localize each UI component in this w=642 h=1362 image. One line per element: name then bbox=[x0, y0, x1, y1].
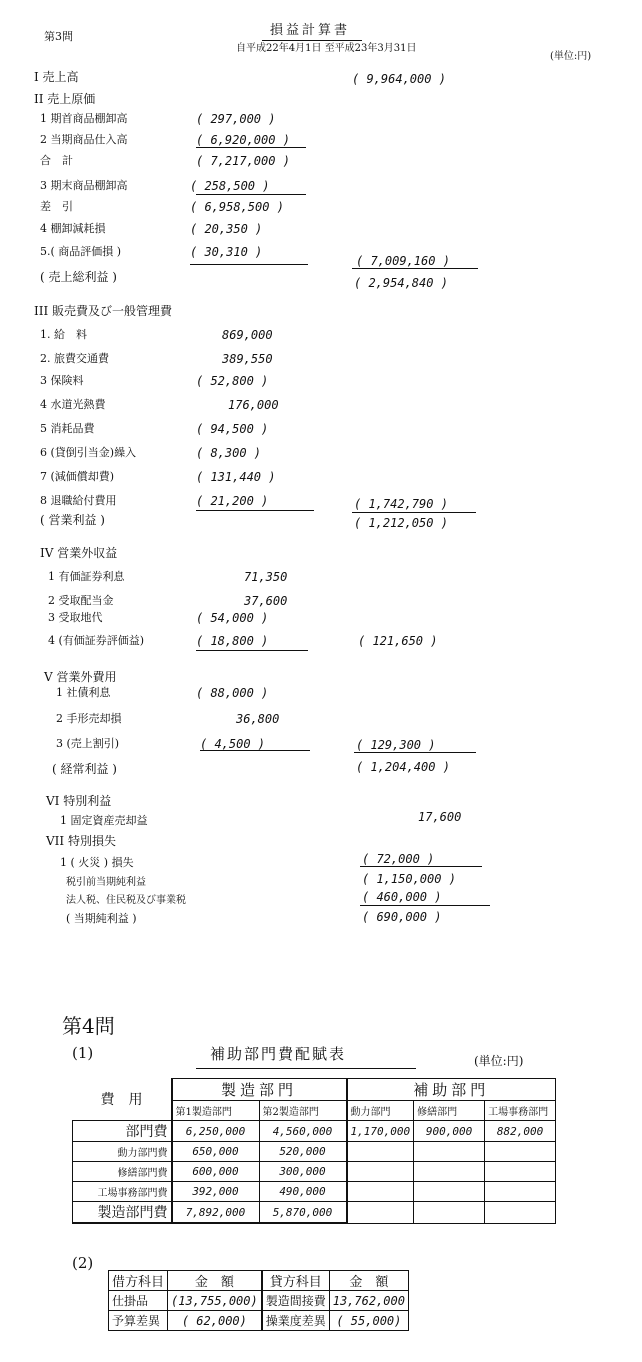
noe-last-line bbox=[200, 750, 310, 751]
q4-part2-label: (2) bbox=[72, 1254, 94, 1272]
cogs-total: ( 7,009,160 ) bbox=[356, 254, 450, 268]
table-cell bbox=[414, 1202, 485, 1224]
cogs-item-label: 合 計 bbox=[40, 154, 73, 167]
sga-item-label: 7 (減価償却費) bbox=[40, 470, 115, 483]
table-row bbox=[73, 1182, 556, 1202]
table-cell: 900,000 bbox=[414, 1121, 485, 1142]
table-cell: 490,000 bbox=[259, 1182, 347, 1202]
table-cell: 5,870,000 bbox=[259, 1202, 347, 1224]
journal-header: 金 額 bbox=[168, 1271, 262, 1291]
noi-total: ( 121,650 ) bbox=[358, 634, 438, 648]
journal-table bbox=[108, 1270, 409, 1331]
row-label: 部門費 bbox=[73, 1121, 172, 1142]
cogs-total-line bbox=[352, 268, 478, 269]
table-cell bbox=[414, 1142, 485, 1162]
gross-profit-amount: ( 2,954,840 ) bbox=[354, 276, 448, 290]
aux-dept-header: 補助部門 bbox=[347, 1079, 556, 1101]
table-cell bbox=[414, 1182, 485, 1202]
cogs-subtotal-line bbox=[196, 147, 306, 148]
q4-part1-label: (1) bbox=[72, 1044, 94, 1062]
col-repair: 修繕部門 bbox=[414, 1101, 485, 1121]
table-cell: 392,000 bbox=[172, 1182, 260, 1202]
noi-item-label: 1 有価証券利息 bbox=[48, 570, 125, 583]
journal-cell: (13,755,000) bbox=[168, 1291, 262, 1311]
noe-total-line bbox=[354, 752, 476, 753]
sga-item-label: 1. 給 料 bbox=[40, 328, 87, 341]
sga-item-amount: ( 8,300 ) bbox=[196, 446, 262, 460]
operating-profit-amount: ( 1,212,050 ) bbox=[354, 516, 448, 530]
period-range: 自平成22年4月1日 至平成23年3月31日 bbox=[236, 43, 417, 54]
table-cell: 4,560,000 bbox=[259, 1121, 347, 1142]
allocation-unit: (単位:円) bbox=[474, 1054, 524, 1068]
col-office: 工場事務部門 bbox=[485, 1101, 556, 1121]
col-mfg2: 第2製造部門 bbox=[259, 1101, 347, 1121]
col-power: 動力部門 bbox=[347, 1101, 414, 1121]
row-label: 工場事務部門費 bbox=[73, 1182, 172, 1202]
sga-item-label: 5 消耗品費 bbox=[40, 422, 95, 435]
cogs-item-label: 3 期末商品棚卸高 bbox=[40, 179, 128, 192]
table-cell bbox=[485, 1202, 556, 1224]
sga-total-line bbox=[352, 512, 476, 513]
noi-item-amount: 37,600 bbox=[244, 594, 288, 608]
sga-item-label: 4 水道光熱費 bbox=[40, 398, 106, 411]
table-row bbox=[73, 1142, 556, 1162]
cost-header: 費 用 bbox=[73, 1079, 172, 1121]
row-label: 製造部門費 bbox=[73, 1202, 172, 1224]
unit-label: (単位:円) bbox=[550, 51, 592, 62]
col-mfg1: 第1製造部門 bbox=[172, 1101, 260, 1121]
cogs-item-label: 5.( 商品評価損 ) bbox=[40, 245, 122, 258]
table-cell bbox=[485, 1182, 556, 1202]
noi-item-label: 3 受取地代 bbox=[48, 611, 103, 624]
cogs-item-label: 4 棚卸減耗損 bbox=[40, 222, 106, 235]
noe-item-amount: ( 88,000 ) bbox=[196, 686, 269, 700]
q3-label: 第3問 bbox=[44, 30, 73, 43]
cogs-item-label: 差 引 bbox=[40, 200, 73, 213]
table-cell: 882,000 bbox=[485, 1121, 556, 1142]
sl-header: VII 特別損失 bbox=[46, 834, 116, 848]
title-underline bbox=[262, 40, 362, 41]
journal-row bbox=[109, 1291, 409, 1311]
pretax-label: 税引前当期純利益 bbox=[66, 877, 146, 888]
q4-label: 第4問 bbox=[62, 1014, 115, 1038]
sp-header: VI 特別利益 bbox=[46, 794, 112, 808]
statement-title: 損益計算書 bbox=[270, 23, 351, 38]
noe-header: V 営業外費用 bbox=[44, 670, 117, 684]
table-cell: 520,000 bbox=[259, 1142, 347, 1162]
table-cell bbox=[347, 1182, 414, 1202]
table-cell bbox=[347, 1142, 414, 1162]
pretax-amount: ( 1,150,000 ) bbox=[362, 872, 456, 886]
sl-item-amount: ( 72,000 ) bbox=[362, 852, 435, 866]
table-cell: 1,170,000 bbox=[347, 1121, 414, 1142]
sga-header: III 販売費及び一般管理費 bbox=[34, 304, 173, 318]
noi-item-amount: ( 18,800 ) bbox=[196, 634, 269, 648]
noe-item-label: 1 社債利息 bbox=[56, 686, 111, 699]
tax-label: 法人税、住民税及び事業税 bbox=[66, 895, 186, 906]
sga-item-amount: 389,550 bbox=[222, 352, 273, 366]
sales-label: I 売上高 bbox=[34, 70, 79, 84]
journal-cell: 操業度差異 bbox=[262, 1311, 330, 1331]
table-cell bbox=[414, 1162, 485, 1182]
sales-amount: ( 9,964,000 ) bbox=[352, 72, 446, 86]
noi-item-amount: 71,350 bbox=[244, 570, 288, 584]
sga-item-amount: ( 52,800 ) bbox=[196, 374, 269, 388]
sga-last-line bbox=[196, 510, 314, 511]
row-label: 動力部門費 bbox=[73, 1142, 172, 1162]
table-cell bbox=[485, 1142, 556, 1162]
journal-cell: ( 55,000) bbox=[329, 1311, 408, 1331]
cogs-item-amount: ( 258,500 ) bbox=[190, 179, 270, 193]
noi-item-amount: ( 54,000 ) bbox=[196, 611, 269, 625]
table-row bbox=[73, 1121, 556, 1142]
noe-item-amount: ( 4,500 ) bbox=[200, 737, 266, 751]
sga-item-amount: ( 131,440 ) bbox=[196, 470, 276, 484]
noe-item-label: 2 手形売却損 bbox=[56, 712, 122, 725]
cogs-item-amount: ( 297,000 ) bbox=[196, 112, 276, 126]
sga-total: ( 1,742,790 ) bbox=[354, 497, 448, 511]
table-cell: 600,000 bbox=[172, 1162, 260, 1182]
sl-line bbox=[360, 866, 482, 867]
cogs-item-label: 1 期首商品棚卸高 bbox=[40, 112, 128, 125]
journal-header: 貸方科目 bbox=[262, 1271, 330, 1291]
tax-amount: ( 460,000 ) bbox=[362, 890, 442, 904]
noi-last-line bbox=[196, 650, 308, 651]
cogs-item-amount: ( 6,958,500 ) bbox=[190, 200, 284, 214]
journal-cell: 仕掛品 bbox=[109, 1291, 168, 1311]
allocation-table-title: 補助部門費配賦表 bbox=[210, 1045, 347, 1063]
sga-item-amount: 869,000 bbox=[222, 328, 273, 342]
journal-cell: 予算差異 bbox=[109, 1311, 168, 1331]
net-income-amount: ( 690,000 ) bbox=[362, 910, 442, 924]
noi-item-label: 2 受取配当金 bbox=[48, 594, 114, 607]
table-cell bbox=[347, 1202, 414, 1224]
mfg-dept-header: 製造部門 bbox=[172, 1079, 347, 1101]
sga-item-amount: ( 94,500 ) bbox=[196, 422, 269, 436]
sp-item-label: 1 固定資産売却益 bbox=[60, 814, 148, 827]
sga-item-label: 2. 旅費交通費 bbox=[40, 352, 109, 365]
sga-item-label: 8 退職給付費用 bbox=[40, 494, 117, 507]
table-cell: 6,250,000 bbox=[172, 1121, 260, 1142]
sga-item-amount: ( 21,200 ) bbox=[196, 494, 269, 508]
sga-item-amount: 176,000 bbox=[228, 398, 279, 412]
row-label: 修繕部門費 bbox=[73, 1162, 172, 1182]
allocation-table bbox=[72, 1078, 556, 1224]
ordinary-profit-label: ( 経常利益 ) bbox=[52, 762, 117, 776]
noe-item-label: 3 (売上割引) bbox=[56, 737, 120, 750]
sga-item-label: 6 (貸倒引当金)繰入 bbox=[40, 446, 137, 459]
journal-header: 借方科目 bbox=[109, 1271, 168, 1291]
sp-item-amount: 17,600 bbox=[418, 810, 462, 824]
cogs-item-amount: ( 7,217,000 ) bbox=[196, 154, 290, 168]
noe-item-amount: 36,800 bbox=[236, 712, 280, 726]
cogs-item-label: 2 当期商品仕入高 bbox=[40, 133, 128, 146]
tax-line bbox=[360, 905, 490, 906]
table-cell: 300,000 bbox=[259, 1162, 347, 1182]
noi-item-label: 4 (有価証券評価益) bbox=[48, 634, 145, 647]
table-cell: 7,892,000 bbox=[172, 1202, 260, 1224]
journal-cell: 13,762,000 bbox=[329, 1291, 408, 1311]
net-income-label: ( 当期純利益 ) bbox=[66, 912, 137, 925]
gross-profit-label: ( 売上総利益 ) bbox=[40, 270, 117, 284]
noi-header: IV 営業外収益 bbox=[40, 546, 118, 560]
table-cell bbox=[347, 1162, 414, 1182]
noe-total: ( 129,300 ) bbox=[356, 738, 436, 752]
table-row bbox=[73, 1202, 556, 1224]
allocation-title-underline bbox=[196, 1068, 416, 1069]
sga-item-label: 3 保険料 bbox=[40, 374, 84, 387]
cogs-item-amount: ( 20,350 ) bbox=[190, 222, 263, 236]
journal-cell: ( 62,000) bbox=[168, 1311, 262, 1331]
sl-item-label: 1 ( 火災 ) 損失 bbox=[60, 856, 134, 869]
operating-profit-label: ( 営業利益 ) bbox=[40, 513, 105, 527]
table-cell: 650,000 bbox=[172, 1142, 260, 1162]
table-cell bbox=[485, 1162, 556, 1182]
journal-row bbox=[109, 1311, 409, 1331]
cogs-last-line bbox=[190, 264, 308, 265]
journal-cell: 製造間接費 bbox=[262, 1291, 330, 1311]
cogs-item-amount: ( 30,310 ) bbox=[190, 245, 263, 259]
ordinary-profit-amount: ( 1,204,400 ) bbox=[356, 760, 450, 774]
table-row bbox=[73, 1162, 556, 1182]
cogs-header: II 売上原価 bbox=[34, 92, 96, 106]
cogs-item-amount: ( 6,920,000 ) bbox=[196, 133, 290, 147]
cogs-diff-line bbox=[196, 194, 306, 195]
journal-header: 金 額 bbox=[329, 1271, 408, 1291]
